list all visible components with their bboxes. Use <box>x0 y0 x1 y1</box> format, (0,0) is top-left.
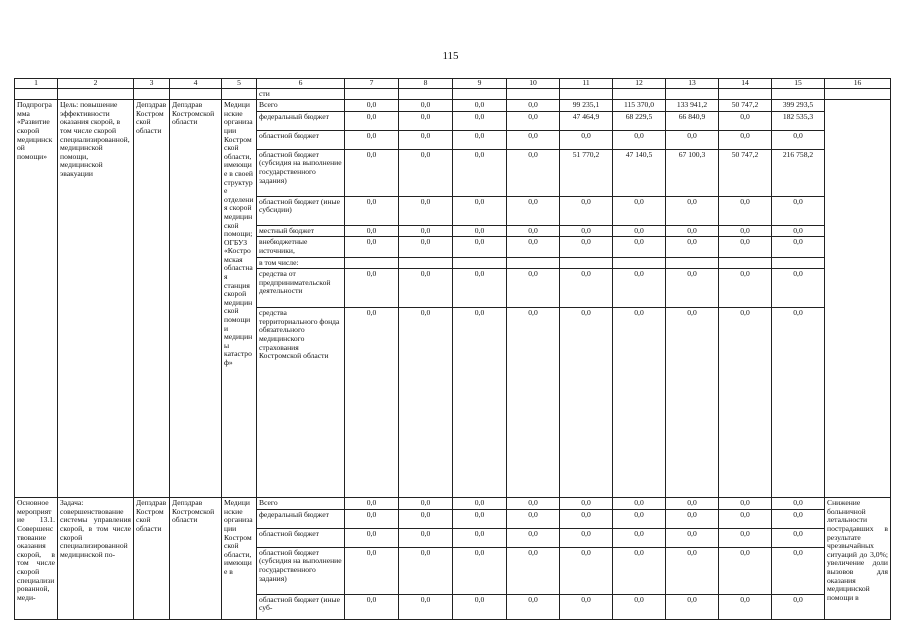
block1-value-cell: 0,0 <box>560 130 613 149</box>
header-cell-8: 8 <box>399 79 453 89</box>
continued-row-cell <box>719 88 772 100</box>
block1-value-cell: 0,0 <box>399 100 453 112</box>
block1-value-cell: 0,0 <box>399 225 453 237</box>
block1-value-cell: 0,0 <box>772 308 825 498</box>
block1-value-cell: 0,0 <box>399 237 453 257</box>
block1-value-cell: 50 747,2 <box>719 100 772 112</box>
block1-value-cell: 50 747,2 <box>719 149 772 196</box>
block1-source-label: областной бюджет (иные субсидии) <box>257 196 345 225</box>
block1-value-cell: 0,0 <box>719 130 772 149</box>
block1-value-cell: 0,0 <box>345 196 399 225</box>
block2-value-cell: 0,0 <box>719 498 772 510</box>
block2-value-cell: 0,0 <box>613 528 666 547</box>
continued-row-cell <box>58 88 134 100</box>
block1-goal: Цель: повышение эффективности оказания скорой, в том числе скорой специализированной, медицинской помощи, медицинской эвакуации <box>58 100 134 498</box>
block1-value-cell: 0,0 <box>453 225 507 237</box>
block2-value-cell: 0,0 <box>613 509 666 528</box>
block1-value-cell <box>399 257 453 269</box>
block2-expected-result: Снижение больничной летальности пострадавших в результате чрезвычайных ситуаций до 3,0%; увеличение доли вызовов для оказания медицинской помощи в <box>825 498 891 620</box>
block1-value-cell: 0,0 <box>666 225 719 237</box>
block2-value-cell: 0,0 <box>666 498 719 510</box>
header-cell-10: 10 <box>507 79 560 89</box>
continued-row-cell <box>345 88 399 100</box>
block1-participants: Медицинские организации Костромской области, имеющие в своей структуре отделения скорой медицинской помощи; ОГБУЗ «Костромская областная станция скорой медицинской помощи и медицины катастроф» <box>222 100 257 498</box>
block2-value-cell: 0,0 <box>345 528 399 547</box>
continued-row-cell <box>15 88 58 100</box>
block1-value-cell: 0,0 <box>345 149 399 196</box>
block1-value-cell: 0,0 <box>453 237 507 257</box>
block2-value-cell: 0,0 <box>453 498 507 510</box>
block2-value-cell: 0,0 <box>719 528 772 547</box>
block1-value-cell: 0,0 <box>453 196 507 225</box>
block1-value-cell: 0,0 <box>345 237 399 257</box>
continued-row-cell <box>222 88 257 100</box>
block1-value-cell: 47 140,5 <box>613 149 666 196</box>
block1-value-cell: 0,0 <box>560 225 613 237</box>
block2-value-cell: 0,0 <box>453 547 507 594</box>
block1-value-cell: 0,0 <box>719 196 772 225</box>
block1-value-cell: 0,0 <box>613 196 666 225</box>
block1-value-cell: 47 464,9 <box>560 111 613 130</box>
table-body <box>15 79 891 620</box>
block2-value-cell: 0,0 <box>666 509 719 528</box>
continued-row-cell <box>666 88 719 100</box>
block1-program-name: Подпрограмма «Развитие скорой медицинской помощи» <box>15 100 58 498</box>
block2-value-cell: 0,0 <box>399 594 453 619</box>
block1-value-cell: 182 535,3 <box>772 111 825 130</box>
block2-value-cell: 0,0 <box>399 498 453 510</box>
block1-coexecutor: Депздрав Костромской области <box>170 100 222 498</box>
block1-value-cell: 0,0 <box>666 269 719 308</box>
block2-value-cell: 0,0 <box>666 594 719 619</box>
block1-value-cell: 68 229,5 <box>613 111 666 130</box>
block1-source-label: областной бюджет (субсидия на выполнение государственного задания) <box>257 149 345 196</box>
block1-value-cell: 0,0 <box>666 308 719 498</box>
header-cell-5: 5 <box>222 79 257 89</box>
block1-value-cell: 0,0 <box>560 237 613 257</box>
block1-value-cell: 67 100,3 <box>666 149 719 196</box>
block1-value-cell <box>666 257 719 269</box>
block2-value-cell: 0,0 <box>772 498 825 510</box>
block1-source-label: областной бюджет <box>257 130 345 149</box>
block2-value-cell: 0,0 <box>399 509 453 528</box>
block1-value-cell: 0,0 <box>772 225 825 237</box>
block2-value-cell: 0,0 <box>453 509 507 528</box>
block2-value-cell: 0,0 <box>560 498 613 510</box>
block2-responsible: Депздрав Костромской области <box>134 498 170 620</box>
header-cell-4: 4 <box>170 79 222 89</box>
block1-value-cell: 0,0 <box>772 196 825 225</box>
block1-value-cell: 0,0 <box>560 196 613 225</box>
block2-value-cell: 0,0 <box>507 509 560 528</box>
block2-source-label: федеральный бюджет <box>257 509 345 528</box>
block1-responsible: Депздрав Костромской области <box>134 100 170 498</box>
block2-value-cell: 0,0 <box>772 528 825 547</box>
block1-value-cell: 0,0 <box>345 308 399 498</box>
block2-source-label: областной бюджет <box>257 528 345 547</box>
block2-value-cell: 0,0 <box>772 509 825 528</box>
block2-value-cell: 0,0 <box>772 594 825 619</box>
block1-value-cell: 0,0 <box>453 269 507 308</box>
block1-source-label: средства территориального фонда обязательного медицинского страхования Костромской области <box>257 308 345 498</box>
block2-source-label: областной бюджет (иные суб- <box>257 594 345 619</box>
block1-value-cell: 0,0 <box>345 269 399 308</box>
block2-program-name: Основное мероприятие 13.1. Совершенствование оказания скорой, в том числе скорой специализированной, меди- <box>15 498 58 620</box>
block2-value-cell: 0,0 <box>719 547 772 594</box>
block2-value-cell: 0,0 <box>507 498 560 510</box>
block2-value-cell: 0,0 <box>507 528 560 547</box>
block2-value-cell: 0,0 <box>345 509 399 528</box>
continued-row-cell <box>825 88 891 100</box>
block2-source-label: областной бюджет (субсидия на выполнение государственного задания) <box>257 547 345 594</box>
block1-value-cell: 0,0 <box>772 130 825 149</box>
block1-value-cell <box>613 257 666 269</box>
block2-value-cell: 0,0 <box>560 594 613 619</box>
block1-value-cell: 0,0 <box>345 100 399 112</box>
block2-row <box>15 498 891 510</box>
block1-value-cell: 0,0 <box>345 130 399 149</box>
block2-value-cell: 0,0 <box>453 594 507 619</box>
block1-value-cell: 0,0 <box>560 269 613 308</box>
continued-row-cell <box>170 88 222 100</box>
block1-value-cell: 99 235,1 <box>560 100 613 112</box>
continued-row-cell <box>453 88 507 100</box>
block1-value-cell <box>772 257 825 269</box>
block2-value-cell: 0,0 <box>560 509 613 528</box>
block2-value-cell: 0,0 <box>399 528 453 547</box>
block1-value-cell: 0,0 <box>719 237 772 257</box>
block2-value-cell: 0,0 <box>719 594 772 619</box>
block1-value-cell: 0,0 <box>507 308 560 498</box>
block1-value-cell: 0,0 <box>613 225 666 237</box>
block1-value-cell: 0,0 <box>666 237 719 257</box>
block1-value-cell: 0,0 <box>507 225 560 237</box>
header-row <box>15 79 891 89</box>
block1-value-cell <box>507 257 560 269</box>
block1-value-cell: 0,0 <box>613 237 666 257</box>
header-cell-7: 7 <box>345 79 399 89</box>
continued-row-cell <box>560 88 613 100</box>
block2-value-cell: 0,0 <box>719 509 772 528</box>
block1-value-cell: 51 770,2 <box>560 149 613 196</box>
block1-value-cell: 0,0 <box>613 269 666 308</box>
block1-value-cell <box>560 257 613 269</box>
block1-value-cell: 0,0 <box>399 111 453 130</box>
block2-participants: Медицинские организации Костромской области, имеющие в <box>222 498 257 620</box>
block2-value-cell: 0,0 <box>560 547 613 594</box>
block2-value-cell: 0,0 <box>345 498 399 510</box>
header-cell-13: 13 <box>666 79 719 89</box>
block1-value-cell: 0,0 <box>507 237 560 257</box>
block1-source-label: местный бюджет <box>257 225 345 237</box>
header-cell-2: 2 <box>58 79 134 89</box>
block1-value-cell: 0,0 <box>345 225 399 237</box>
block2-coexecutor: Депздрав Костромской области <box>170 498 222 620</box>
block2-value-cell: 0,0 <box>560 528 613 547</box>
block1-value-cell: 0,0 <box>453 308 507 498</box>
block1-value-cell: 399 293,5 <box>772 100 825 112</box>
header-cell-12: 12 <box>613 79 666 89</box>
block2-source-label: Всего <box>257 498 345 510</box>
block1-value-cell: 0,0 <box>719 111 772 130</box>
block1-value-cell <box>719 257 772 269</box>
block2-goal: Задача: совершенствование системы управления скорой, в том числе скорой специализированной медицинской по- <box>58 498 134 620</box>
block1-value-cell: 0,0 <box>345 111 399 130</box>
block1-value-cell: 0,0 <box>560 308 613 498</box>
block2-value-cell: 0,0 <box>399 547 453 594</box>
continued-row-cell <box>613 88 666 100</box>
block1-value-cell: 0,0 <box>399 196 453 225</box>
program-budget-table <box>14 78 891 620</box>
block2-value-cell: 0,0 <box>666 547 719 594</box>
block1-value-cell: 0,0 <box>719 269 772 308</box>
block1-value-cell: 0,0 <box>399 149 453 196</box>
block1-value-cell: 115 370,0 <box>613 100 666 112</box>
continued-row <box>15 88 891 100</box>
block1-value-cell: 0,0 <box>666 130 719 149</box>
block2-value-cell: 0,0 <box>507 547 560 594</box>
block1-expected-result <box>825 100 891 498</box>
block1-source-label: внебюджетные источники, <box>257 237 345 257</box>
block1-value-cell: 0,0 <box>772 237 825 257</box>
block1-value-cell: 0,0 <box>507 100 560 112</box>
header-cell-3: 3 <box>134 79 170 89</box>
block2-value-cell: 0,0 <box>613 594 666 619</box>
block1-value-cell: 0,0 <box>719 308 772 498</box>
block1-value-cell: 0,0 <box>507 130 560 149</box>
block1-value-cell: 0,0 <box>399 308 453 498</box>
block1-value-cell: 0,0 <box>507 196 560 225</box>
continued-row-label: сти <box>257 88 345 100</box>
block2-value-cell: 0,0 <box>345 547 399 594</box>
block2-value-cell: 0,0 <box>507 594 560 619</box>
continued-row-cell <box>507 88 560 100</box>
header-cell-14: 14 <box>719 79 772 89</box>
block1-value-cell: 0,0 <box>666 196 719 225</box>
block1-value-cell: 0,0 <box>453 111 507 130</box>
block1-value-cell: 0,0 <box>399 269 453 308</box>
header-cell-6: 6 <box>257 79 345 89</box>
block1-value-cell: 0,0 <box>507 149 560 196</box>
block1-value-cell <box>345 257 399 269</box>
block1-value-cell: 216 758,2 <box>772 149 825 196</box>
block1-value-cell: 0,0 <box>507 111 560 130</box>
page-number: 115 <box>442 50 459 62</box>
block1-value-cell: 0,0 <box>772 269 825 308</box>
block1-value-cell: 0,0 <box>399 130 453 149</box>
block2-value-cell: 0,0 <box>613 498 666 510</box>
continued-row-cell <box>772 88 825 100</box>
block1-value-cell: 66 840,9 <box>666 111 719 130</box>
block1-source-label: средства от предпринимательской деятельности <box>257 269 345 308</box>
block2-value-cell: 0,0 <box>453 528 507 547</box>
header-cell-9: 9 <box>453 79 507 89</box>
block1-value-cell: 0,0 <box>453 149 507 196</box>
block1-value-cell: 0,0 <box>453 130 507 149</box>
block1-row <box>15 100 891 112</box>
continued-row-cell <box>399 88 453 100</box>
block1-source-label: федеральный бюджет <box>257 111 345 130</box>
header-cell-16: 16 <box>825 79 891 89</box>
block2-value-cell: 0,0 <box>345 594 399 619</box>
block1-value-cell: 0,0 <box>453 100 507 112</box>
header-cell-1: 1 <box>15 79 58 89</box>
header-cell-15: 15 <box>772 79 825 89</box>
block2-value-cell: 0,0 <box>772 547 825 594</box>
header-cell-11: 11 <box>560 79 613 89</box>
block1-source-label: в том числе: <box>257 257 345 269</box>
block1-value-cell: 133 941,2 <box>666 100 719 112</box>
block1-value-cell: 0,0 <box>719 225 772 237</box>
block1-value-cell <box>453 257 507 269</box>
block2-value-cell: 0,0 <box>666 528 719 547</box>
block1-value-cell: 0,0 <box>613 130 666 149</box>
continued-row-cell <box>134 88 170 100</box>
block1-value-cell: 0,0 <box>507 269 560 308</box>
block2-value-cell: 0,0 <box>613 547 666 594</box>
block1-value-cell: 0,0 <box>613 308 666 498</box>
block1-source-label: Всего <box>257 100 345 112</box>
